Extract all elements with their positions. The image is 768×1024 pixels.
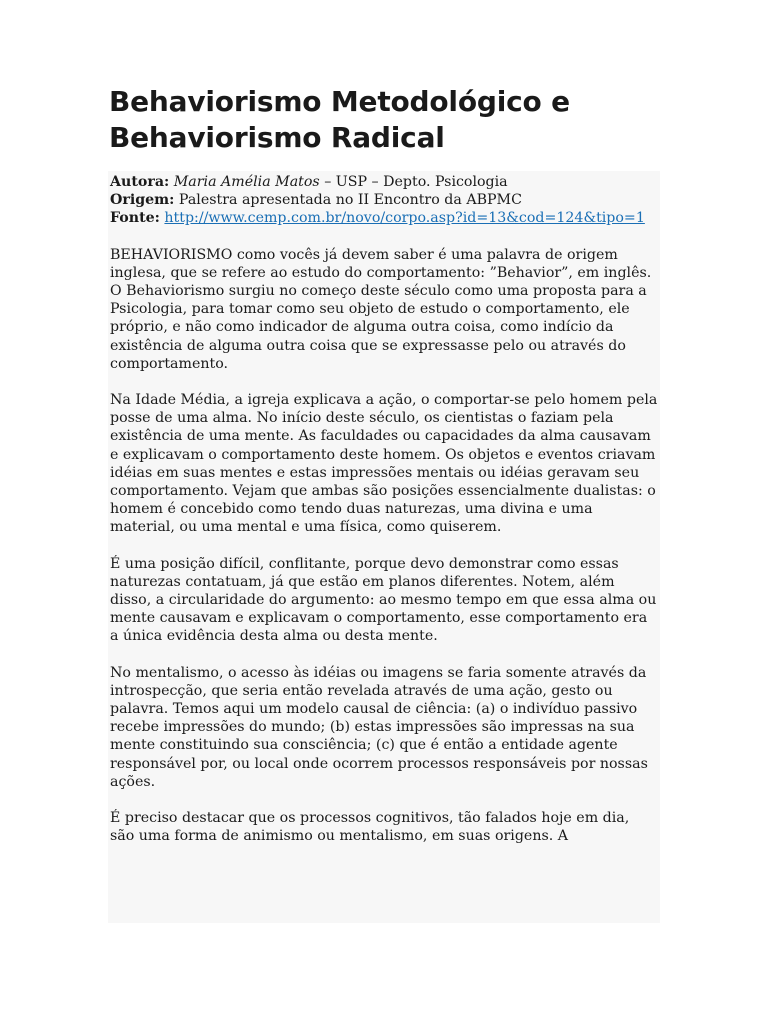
- paragraph-1: BEHAVIORISMO como vocês já devem saber é uma palavra de origem inglesa, que se refere ao estudo do comportamento: ”Behavior”, em inglês. O Behaviorismo surgiu no começo deste século como uma proposta para a Psicologia, para tomar como seu objeto de estudo o comportamento, ele próprio, e não como indicador de alguma outra coisa, como indício da existência de alguma outra coisa que se expressasse pelo ou através do comportamento.: [110, 246, 652, 372]
- document-title: Behaviorismo Metodológico e Behaviorismo Radical: [109, 85, 570, 154]
- source-link[interactable]: http://www.cemp.com.br/novo/corpo.asp?id=13&cod=124&tipo=1: [164, 210, 645, 227]
- source-line: [110, 209, 658, 227]
- document-body: [108, 171, 660, 923]
- author-line: [110, 173, 658, 191]
- paragraph-2: Na Idade Média, a igreja explicava a ação, o comportar-se pelo homem pela posse de uma alma. No início deste século, os cientistas o faziam pela existência de uma mente. As faculdades ou capacidades da alma causavam e explicavam o comportamento deste homem. Os objetos e eventos criavam idéias em suas mentes e estas impressões mentais ou idéias geravam seu comportamento. Vejam que ambas são posições essencialmente dualistas: o homem é concebido como tendo duas naturezas, uma divina e uma material, ou uma mental e uma física, como quiserem.: [110, 392, 658, 536]
- paragraph-4: No mentalismo, o acesso às idéias ou imagens se faria somente através da introspecção, que seria então revelada através de uma ação, gesto ou palavra. Temos aqui um modelo causal de ciência: (a) o indivíduo passivo recebe impressões do mundo; (b) estas impressões são impressas na sua mente constituindo sua consciência; (c) que é então a entidade agente responsável por, ou local onde ocorrem processos responsáveis por nossas ações.: [110, 664, 648, 790]
- paragraph-3: É uma posição difícil, conflitante, porque devo demonstrar como essas naturezas contatuam, já que estão em planos diferentes. Notem, além disso, a circularidade do argumento: ao mesmo tempo em que essa alma ou mente causavam e explicavam o comportamento, esse comportamento era a única evidência desta alma ou desta mente.: [110, 555, 657, 645]
- author-affiliation: – USP – Depto. Psicologia: [319, 174, 508, 190]
- source-label: Fonte:: [110, 210, 160, 227]
- origin-label: Origem:: [110, 192, 175, 209]
- origin-line: [110, 191, 658, 209]
- author-name: Maria Amélia Matos: [173, 174, 320, 190]
- origin-text: Palestra apresentada no II Encontro da ABPMC: [174, 192, 522, 209]
- author-label: Autora:: [110, 174, 170, 190]
- paragraph-5: É preciso destacar que os processos cognitivos, tão falados hoje em dia, são uma forma de animismo ou mentalismo, em suas origens. A: [110, 810, 630, 845]
